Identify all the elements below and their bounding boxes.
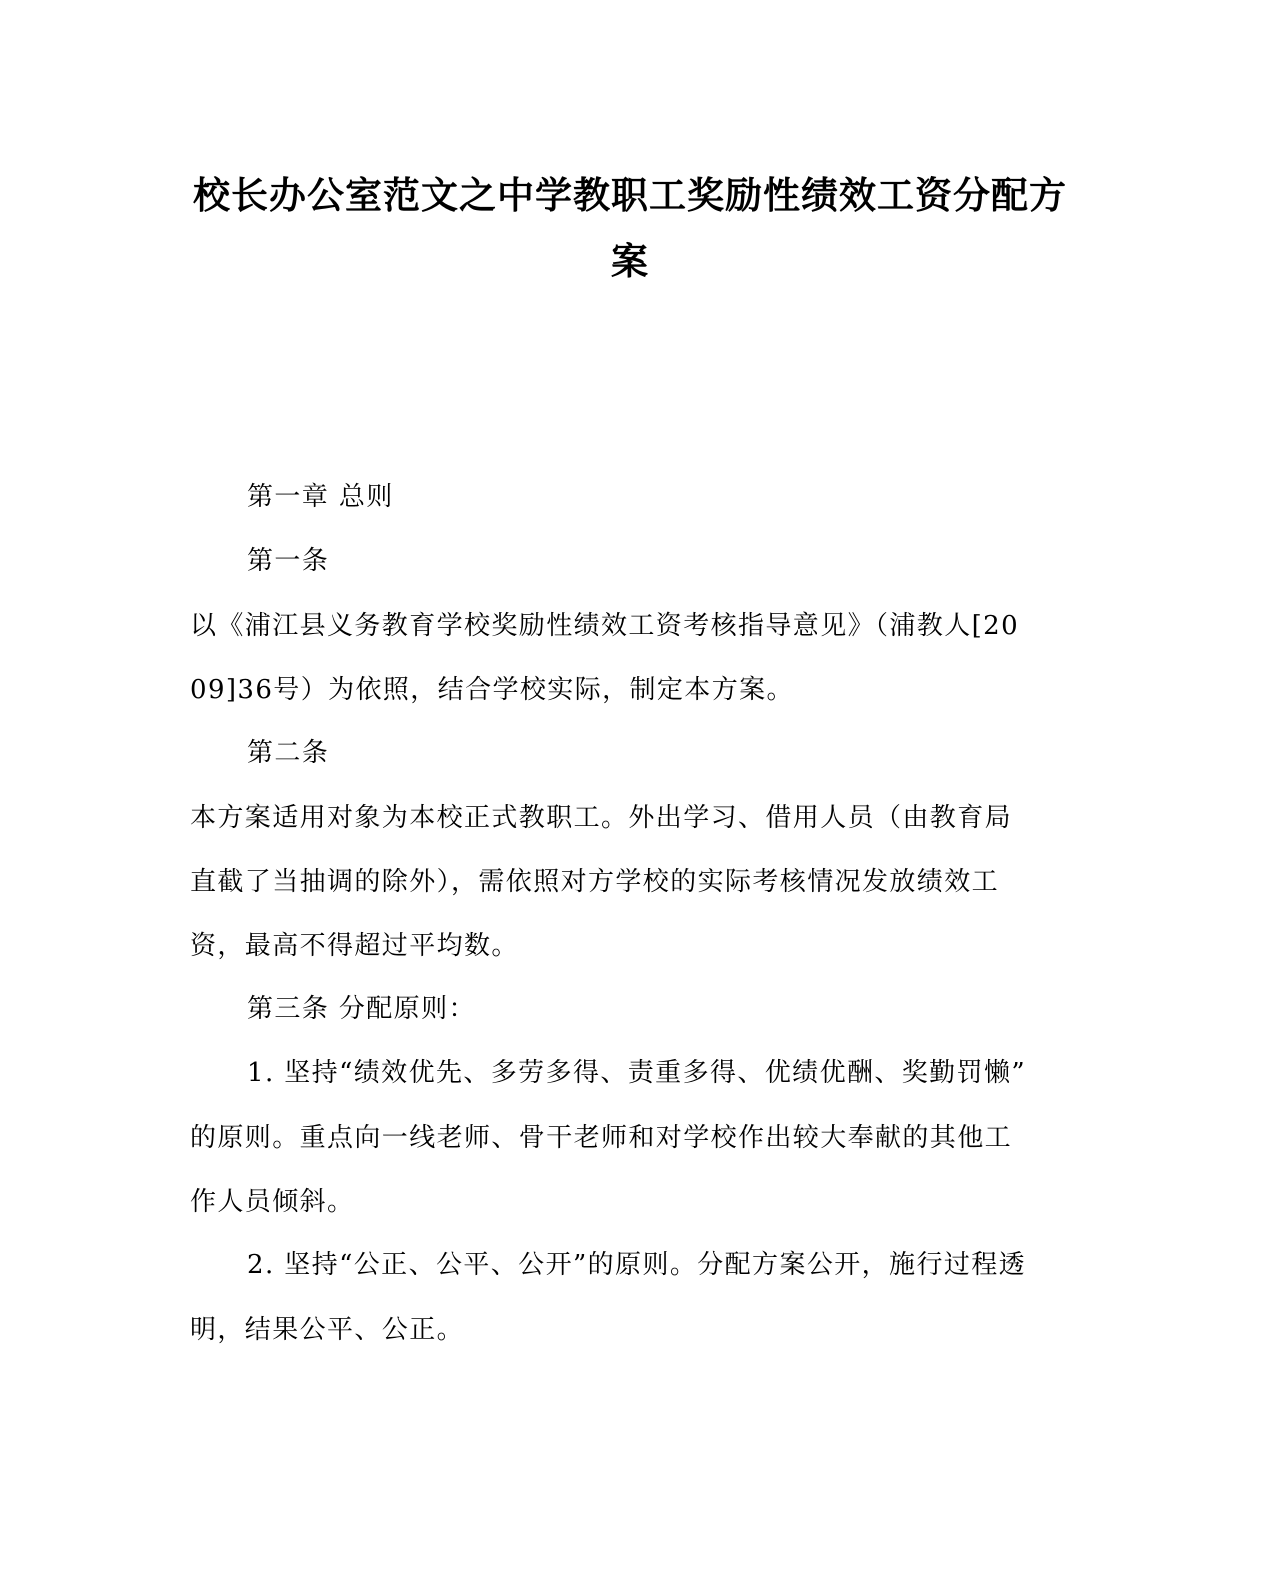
principle-2-line-2: 明，结果公平、公正。: [190, 1315, 465, 1345]
principle-1-line-2: 的原则。重点向一线老师、骨干老师和对学校作出较大奉献的其他工: [190, 1123, 1013, 1153]
article-1-label: 第一条: [247, 546, 330, 576]
chapter-heading: 第一章 总则: [247, 482, 394, 512]
article-2-text-line-3: 资，最高不得超过平均数。: [190, 931, 519, 961]
principle-1-line-3: 作人员倾斜。: [190, 1187, 355, 1217]
document-title-line-1: 校长办公室范文之中学教职工奖励性绩效工资分配方: [193, 173, 1067, 217]
principle-2-line-1: 2. 坚持“公正、公平、公开”的原则。分配方案公开，施行过程透: [247, 1250, 1027, 1280]
article-3-heading: 第三条 分配原则：: [247, 994, 476, 1024]
article-2-text-line-1: 本方案适用对象为本校正式教职工。外出学习、借用人员（由教育局: [190, 803, 1013, 833]
document-title-line-2: 案: [611, 239, 649, 283]
article-1-text-line-2: 09]36号）为依照，结合学校实际，制定本方案。: [190, 675, 794, 705]
article-2-text-line-2: 直截了当抽调的除外），需依照对方学校的实际考核情况发放绩效工: [190, 867, 1000, 897]
article-2-label: 第二条: [247, 738, 330, 768]
article-1-text-line-1: 以《浦江县义务教育学校奖励性绩效工资考核指导意见》（浦教人[20: [190, 611, 1020, 641]
principle-1-line-1: 1. 坚持“绩效优先、多劳多得、责重多得、优绩优酬、奖勤罚懒”: [247, 1058, 1027, 1088]
